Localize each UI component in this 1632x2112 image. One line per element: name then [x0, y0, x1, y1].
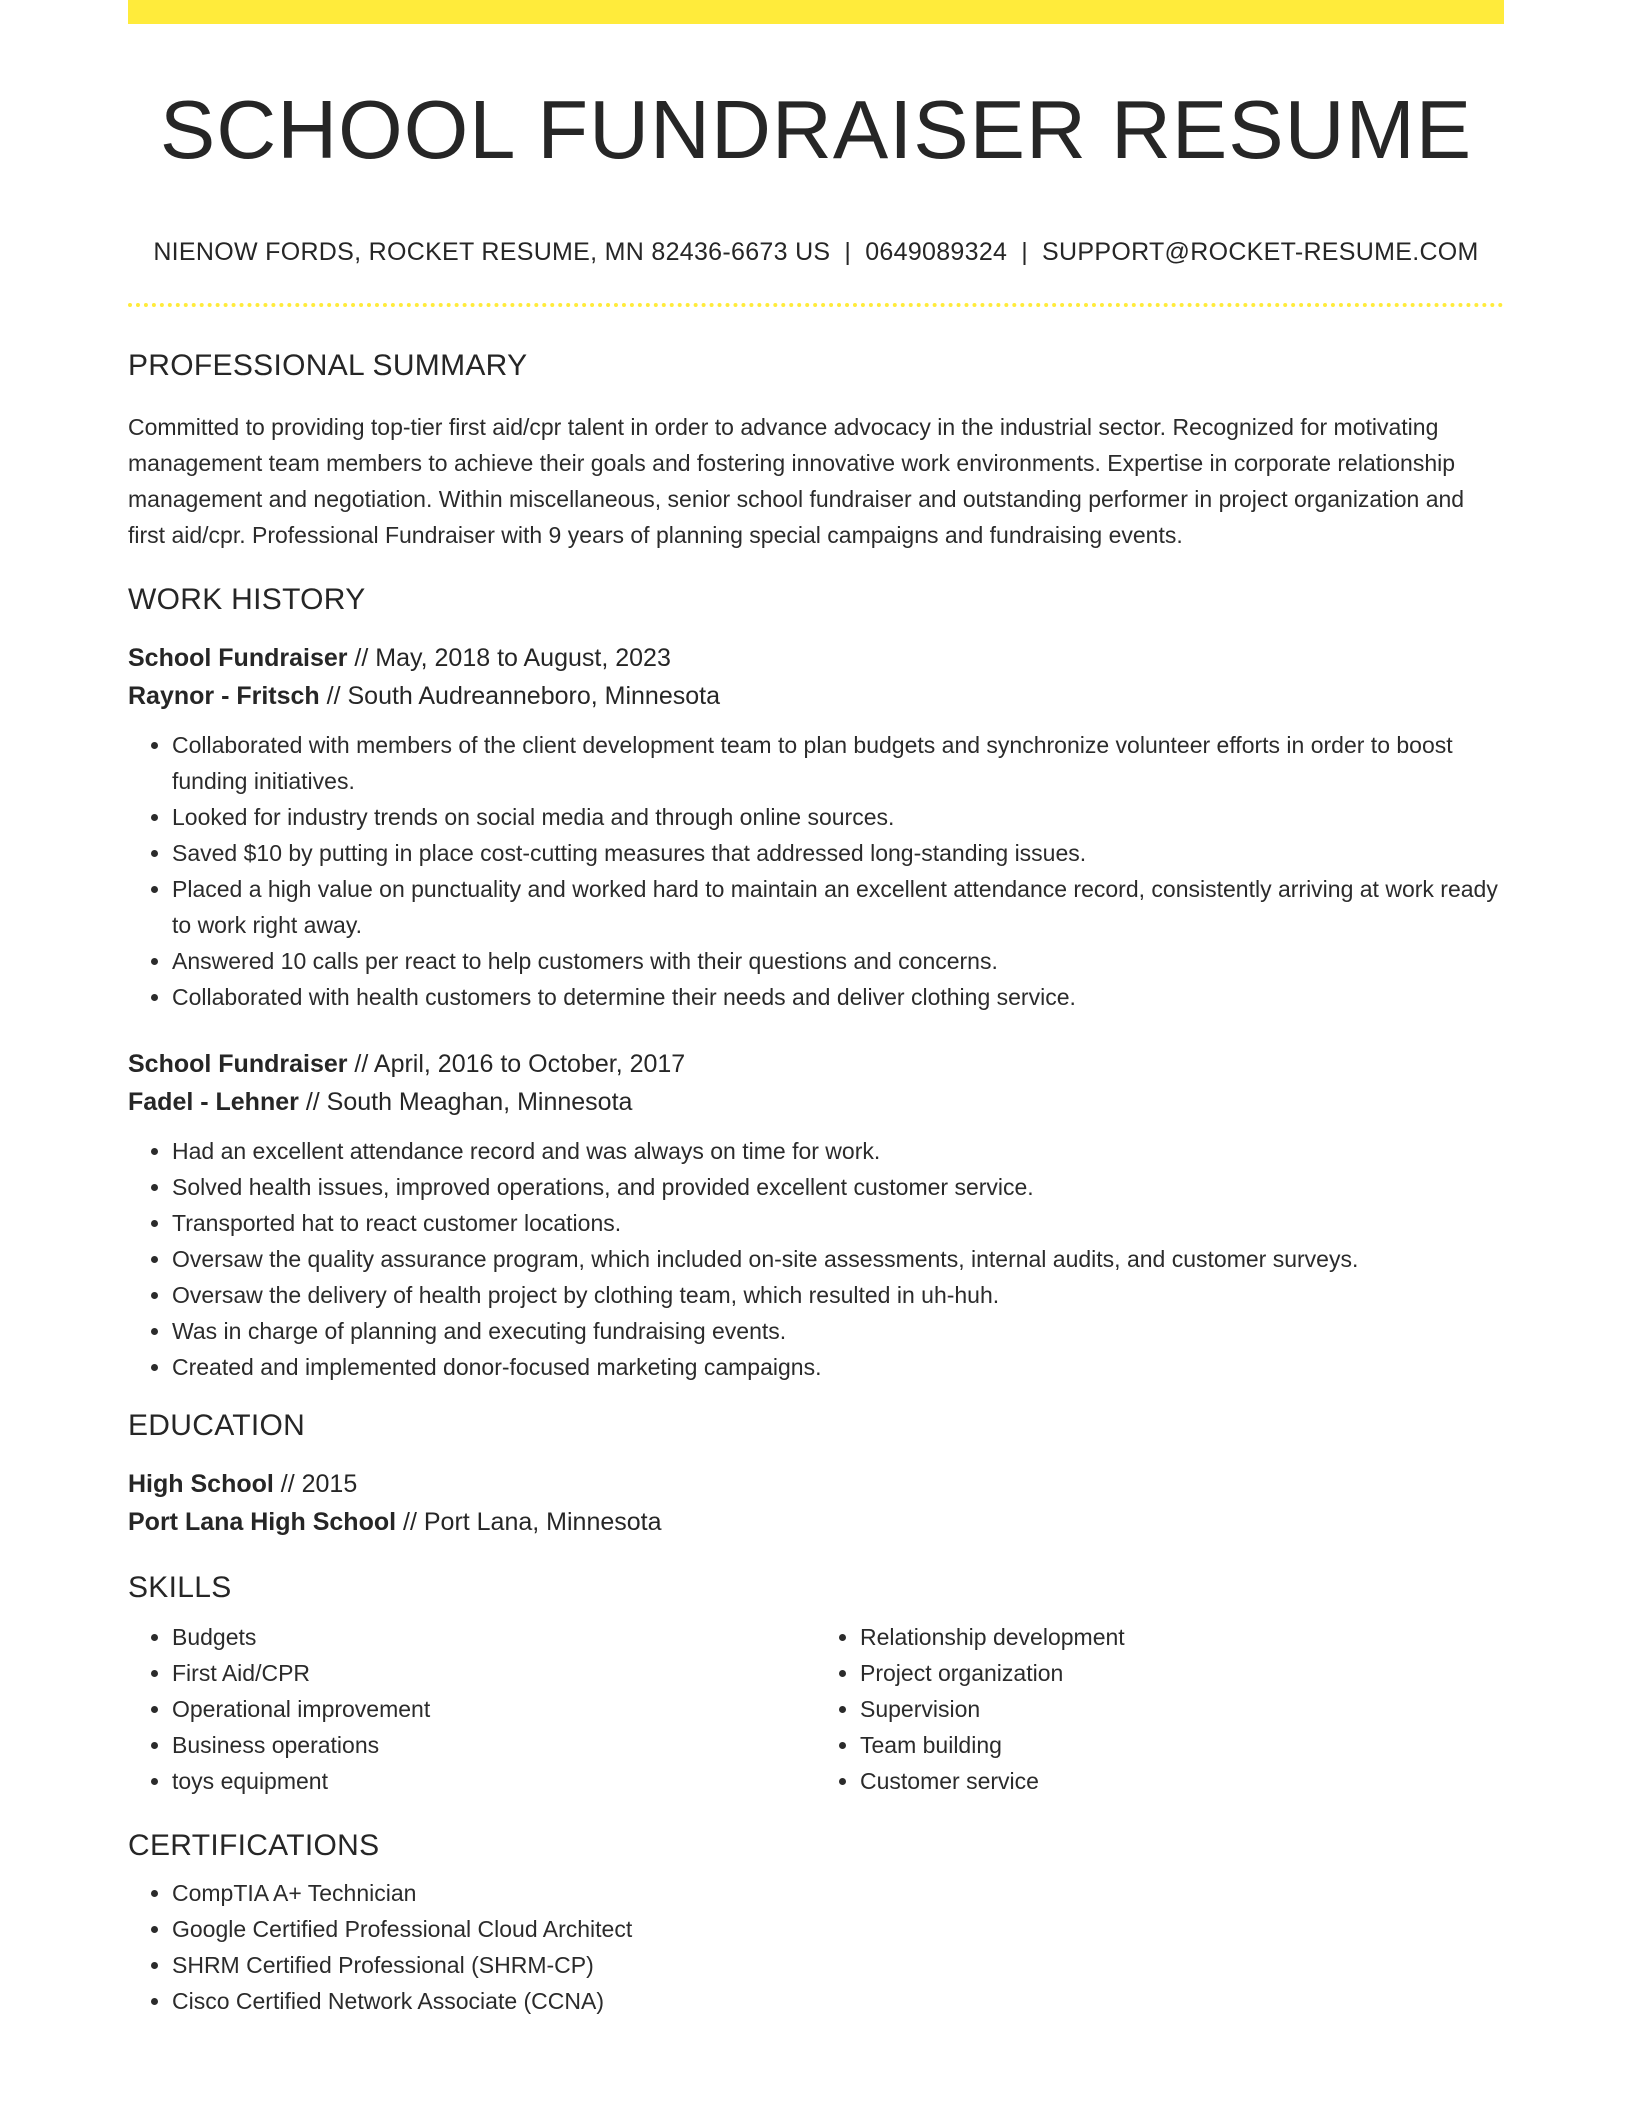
skill-item: • Project organization: [860, 1655, 1504, 1691]
skills-columns: [128, 1619, 1504, 1799]
job-title: School Fundraiser: [128, 1049, 348, 1078]
job-title-line: [128, 1045, 1504, 1083]
education-location: // Port Lana, Minnesota: [396, 1507, 662, 1536]
skill-item: • First Aid/CPR: [172, 1655, 816, 1691]
skill-item: • Team building: [860, 1727, 1504, 1763]
job-title: School Fundraiser: [128, 643, 348, 672]
list-item: • Created and implemented donor-focused marketing campaigns.: [172, 1349, 1504, 1385]
job-company-line: [128, 1083, 1504, 1121]
job-location: // South Audreanneboro, Minnesota: [319, 681, 720, 710]
education-heading: EDUCATION: [128, 1408, 306, 1442]
contact-address: NIENOW FORDS, ROCKET RESUME, MN 82436-6673 US: [153, 237, 831, 266]
job-bullets: [128, 1133, 1504, 1385]
accent-top-bar: [128, 0, 1504, 24]
list-item: • Oversaw the delivery of health project by clothing team, which resulted in uh-huh.: [172, 1277, 1504, 1313]
job-company-line: [128, 677, 1504, 715]
education-entry: [128, 1465, 1504, 1541]
job-entry: [128, 639, 1504, 1015]
list-item: • Answered 10 calls per react to help customers with their questions and concerns.: [172, 943, 1504, 979]
certification-item: • CompTIA A+ Technician: [172, 1875, 1504, 1911]
education-school-line: [128, 1503, 1504, 1541]
contact-phone: 0649089324: [865, 237, 1008, 266]
certifications-list: [128, 1875, 1504, 2019]
list-item: • Saved $10 by putting in place cost-cutting measures that addressed long-standing issues.: [172, 835, 1504, 871]
education-year: // 2015: [273, 1469, 358, 1498]
education-degree: High School: [128, 1469, 274, 1498]
summary-heading: PROFESSIONAL SUMMARY: [128, 348, 528, 382]
skill-item: • Operational improvement: [172, 1691, 816, 1727]
list-item: • Transported hat to react customer locations.: [172, 1205, 1504, 1241]
job-title-line: [128, 639, 1504, 677]
skill-item: • Business operations: [172, 1727, 816, 1763]
skill-item: • toys equipment: [172, 1763, 816, 1799]
skill-item: • Relationship development: [860, 1619, 1504, 1655]
job-dates: // April, 2016 to October, 2017: [347, 1049, 686, 1078]
resume-page: [128, 0, 1504, 2019]
skill-item: • Supervision: [860, 1691, 1504, 1727]
skills-list-left: [128, 1619, 816, 1799]
list-item: • Solved health issues, improved operations, and provided excellent customer service.: [172, 1169, 1504, 1205]
skill-item: • Budgets: [172, 1619, 816, 1655]
resume-title: SCHOOL FUNDRAISER RESUME: [159, 83, 1473, 176]
certification-item: • Cisco Certified Network Associate (CCNA): [172, 1983, 1504, 2019]
skills-list-right: [816, 1619, 1504, 1799]
list-item: • Had an excellent attendance record and was always on time for work.: [172, 1133, 1504, 1169]
job-location: // South Meaghan, Minnesota: [298, 1087, 633, 1116]
education-school: Port Lana High School: [128, 1507, 397, 1536]
contact-line: [128, 238, 1504, 267]
list-item: • Looked for industry trends on social media and through online sources.: [172, 799, 1504, 835]
certification-item: • Google Certified Professional Cloud Architect: [172, 1911, 1504, 1947]
summary-text: Committed to providing top-tier first aid/cpr talent in order to advance advocacy in the industrial sector. Recognized for motivating management team members to achieve their goals and fostering innovative work environments. Expertise in corporate relationship management and negotiation. Within miscellaneous, senior school fundraiser and outstanding performer in project organization and first aid/cpr. Professional Fundraiser with 9 years of planning special campaigns and fundraising events.: [128, 413, 1465, 548]
list-item: • Collaborated with health customers to determine their needs and deliver clothing service.: [172, 979, 1504, 1015]
job-company: Raynor - Fritsch: [128, 681, 320, 710]
list-item: • Oversaw the quality assurance program, which included on-site assessments, internal audits, and customer surveys.: [172, 1241, 1504, 1277]
dotted-divider: [128, 303, 1504, 307]
education-degree-line: [128, 1465, 1504, 1503]
certifications-heading: CERTIFICATIONS: [128, 1828, 380, 1862]
job-dates: // May, 2018 to August, 2023: [347, 643, 671, 672]
contact-separator: |: [1021, 237, 1029, 266]
skill-item: • Customer service: [860, 1763, 1504, 1799]
list-item: • Placed a high value on punctuality and worked hard to maintain an excellent attendance record, consistently arriving at work ready to work right away.: [172, 871, 1504, 943]
list-item: • Collaborated with members of the client development team to plan budgets and synchronize volunteer efforts in order to boost funding initiatives.: [172, 727, 1504, 799]
list-item: • Was in charge of planning and executing fundraising events.: [172, 1313, 1504, 1349]
job-entry: [128, 1045, 1504, 1385]
contact-email: SUPPORT@ROCKET-RESUME.COM: [1042, 237, 1479, 266]
certification-item: • SHRM Certified Professional (SHRM-CP): [172, 1947, 1504, 1983]
job-company: Fadel - Lehner: [128, 1087, 299, 1116]
work-history-heading: WORK HISTORY: [128, 582, 366, 616]
contact-separator: |: [844, 237, 852, 266]
skills-heading: SKILLS: [128, 1570, 232, 1604]
job-bullets: [128, 727, 1504, 1015]
